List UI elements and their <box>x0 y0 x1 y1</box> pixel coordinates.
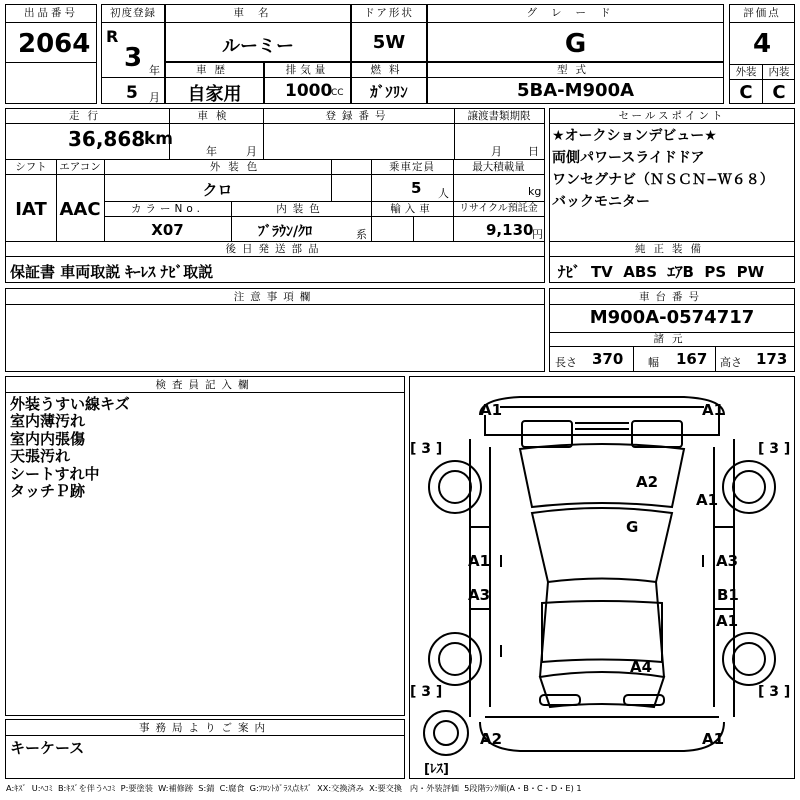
door-value: 5W <box>372 32 406 53</box>
length-label: 長さ <box>555 356 577 369</box>
damage-a3-left-rear-door: A3 <box>468 586 491 604</box>
car-diagram <box>409 376 795 779</box>
door-box <box>351 4 427 62</box>
load-label: 最大積載量 <box>472 161 525 173</box>
damage-a1-left-front-door: A1 <box>468 552 491 570</box>
equip-value: ﾅﾋﾞ TV ABS ｴｱB PS PW <box>558 263 765 281</box>
ext-label: 外装 <box>735 66 757 78</box>
damage-a2-hood: A2 <box>636 473 659 491</box>
shift-value: IAT <box>15 199 47 220</box>
inspector-note: 室内薄汚れ <box>10 412 86 430</box>
capacity-unit: 人 <box>438 187 449 200</box>
later-value: 保証書 車両取説 ｷｰﾚｽ ﾅﾋﾞ取説 <box>10 263 214 281</box>
int-label: 内装 <box>768 66 790 78</box>
damage-a4-roof: A4 <box>630 658 653 676</box>
mileage-unit: km <box>144 129 174 149</box>
colorno-label: カラーNo. <box>131 203 204 215</box>
inspector-label: 検査員記入欄 <box>155 379 255 391</box>
car-outline <box>410 377 794 778</box>
intcolor-unit: 系 <box>356 228 367 241</box>
first-reg-label: 初度登録 <box>110 7 156 19</box>
transfer-month-unit: 月 <box>491 145 502 158</box>
disp-unit: CC <box>331 88 344 98</box>
height-label: 高さ <box>720 356 742 369</box>
colorno-value: X07 <box>151 221 184 239</box>
capacity-value: 5 <box>411 179 422 197</box>
disp-label: 排気量 <box>285 64 330 76</box>
ext-grade: C <box>739 82 753 103</box>
tire-tread-rear-left: [ 3 ] <box>410 684 443 700</box>
model-value: ルーミー <box>222 36 294 57</box>
damage-a1-front-right: A1 <box>702 401 725 419</box>
office-box <box>5 719 405 779</box>
ac-value: AAC <box>59 199 101 220</box>
mileage-label: 走行 <box>69 110 106 122</box>
equip-label: 純正装備 <box>635 243 709 255</box>
width-label: 幅 <box>648 356 659 369</box>
ac-label: エアコン <box>59 161 101 173</box>
era: R <box>106 27 119 46</box>
width-value: 167 <box>676 350 708 368</box>
inspector-note: タッチＰ跡 <box>10 482 86 500</box>
detail-box <box>5 108 545 283</box>
damage-b1-right-rear-door: B1 <box>717 586 739 604</box>
tire-tread-front-left: [ 3 ] <box>410 441 443 457</box>
month-unit: 月 <box>149 91 160 104</box>
inspection-month-unit: 月 <box>246 145 257 158</box>
selling-point: ★オークションデビュー★ <box>552 128 717 144</box>
lot-box <box>5 4 97 104</box>
inspector-note: シートすれ中 <box>10 465 100 483</box>
length-value: 370 <box>592 350 624 368</box>
mileage-value: 36,868 <box>68 127 146 151</box>
office-note: キーケース <box>10 739 85 757</box>
recycle-value: 9,130 <box>486 221 534 239</box>
regno-label: 登録番号 <box>325 110 392 122</box>
year-unit: 年 <box>149 64 160 77</box>
disp-value: 1000 <box>285 81 333 101</box>
load-unit: kg <box>528 185 542 198</box>
disp-box <box>264 62 351 104</box>
inspector-box <box>5 376 405 716</box>
type-box <box>427 62 724 104</box>
first-reg-box <box>101 4 165 104</box>
tire-tread-rear-right: [ 3 ] <box>758 684 791 700</box>
inspector-note: 天張汚れ <box>10 447 71 465</box>
damage-a1-fender-right: A1 <box>696 491 719 509</box>
history-value: 自家用 <box>187 84 242 105</box>
inspection-label: 車検 <box>197 110 235 122</box>
model-box <box>165 4 351 62</box>
history-label: 車歴 <box>196 64 233 76</box>
dims-label: 諸元 <box>653 333 691 345</box>
transfer-label: 譲渡書類期限 <box>467 110 531 122</box>
caution-label: 注意事項欄 <box>233 291 317 303</box>
model-label: 車名 <box>233 7 283 19</box>
inspection-year-unit: 年 <box>206 145 217 158</box>
later-label: 後日発送部品 <box>225 243 325 255</box>
inspector-note: 室内内張傷 <box>10 430 86 448</box>
color-value: クロ <box>202 181 233 199</box>
intcolor-label: 内装色 <box>276 203 326 215</box>
spare-tire-status: [ﾚｽ] <box>424 762 449 777</box>
damage-a1-front-left: A1 <box>480 401 503 419</box>
lot-label: 出品番号 <box>24 7 78 19</box>
chassis-value: M900A-0574717 <box>589 307 755 328</box>
door-label: ドア形状 <box>364 7 414 19</box>
fuel-label: 燃料 <box>370 64 408 76</box>
grade-value: G <box>564 29 587 59</box>
caution-box <box>5 288 545 372</box>
inspector-note: 外装うすい線キズ <box>10 395 130 413</box>
year-value: 3 <box>124 43 143 73</box>
transfer-day-unit: 日 <box>528 145 539 158</box>
type-label: 型式 <box>557 64 594 76</box>
chassis-box <box>549 288 795 372</box>
shift-label: シフト <box>15 161 47 173</box>
damage-a2-rear-left: A2 <box>480 730 503 748</box>
selling-point: バックモニター <box>552 194 650 210</box>
damage-a1-rear-right: A1 <box>702 730 725 748</box>
import-label: 輸入車 <box>390 203 434 215</box>
legend: A:ｷｽﾞ U:ﾍｺﾐ B:ｷｽﾞを伴うﾍｺﾐ P:要塗装 W:補修跡 S:錆 C:腐食 G:ﾌﾛﾝﾄｶﾞﾗｽ点ｷｽﾞ XX:交換済み X:要交換 内・外装評価 5段階ﾗﾝｸ順(A・B・C・D・E) 1 <box>6 783 582 793</box>
selling-box <box>549 108 795 283</box>
score-value: 4 <box>752 29 772 59</box>
type-value: 5BA-M900A <box>516 80 635 101</box>
int-grade: C <box>772 82 786 103</box>
score-box <box>729 4 795 104</box>
chassis-label: 車台番号 <box>639 291 705 303</box>
month-value: 5 <box>126 83 138 103</box>
selling-point: 両側パワースライドドア <box>552 150 705 166</box>
selling-point: ワンセグナビ（ＮＳＣＮ−Ｗ６８） <box>552 172 774 188</box>
score-label: 評価点 <box>743 7 781 19</box>
grade-box <box>427 4 724 62</box>
recycle-label: リサイクル預託金 <box>459 203 538 214</box>
damage-g-windshield: G <box>626 518 639 536</box>
lot-number: 2064 <box>18 29 91 59</box>
capacity-label: 乗車定員 <box>389 161 435 173</box>
office-label: 事務局よりご案内 <box>139 722 271 734</box>
grade-label: グレード <box>526 7 625 19</box>
intcolor-value: ﾌﾞﾗｳﾝ/ｸﾛ <box>258 224 313 240</box>
recycle-unit: 円 <box>532 228 543 241</box>
fuel-value: ｶﾞｿﾘﾝ <box>370 83 408 101</box>
fuel-box <box>351 62 427 104</box>
selling-label: セールスポイント <box>618 110 726 122</box>
damage-a3-right-front-door: A3 <box>716 552 739 570</box>
damage-a1-right-rear-door: A1 <box>716 612 739 630</box>
history-box <box>165 62 264 104</box>
color-label: 外装色 <box>209 161 266 173</box>
tire-tread-front-right: [ 3 ] <box>758 441 791 457</box>
height-value: 173 <box>756 350 788 368</box>
